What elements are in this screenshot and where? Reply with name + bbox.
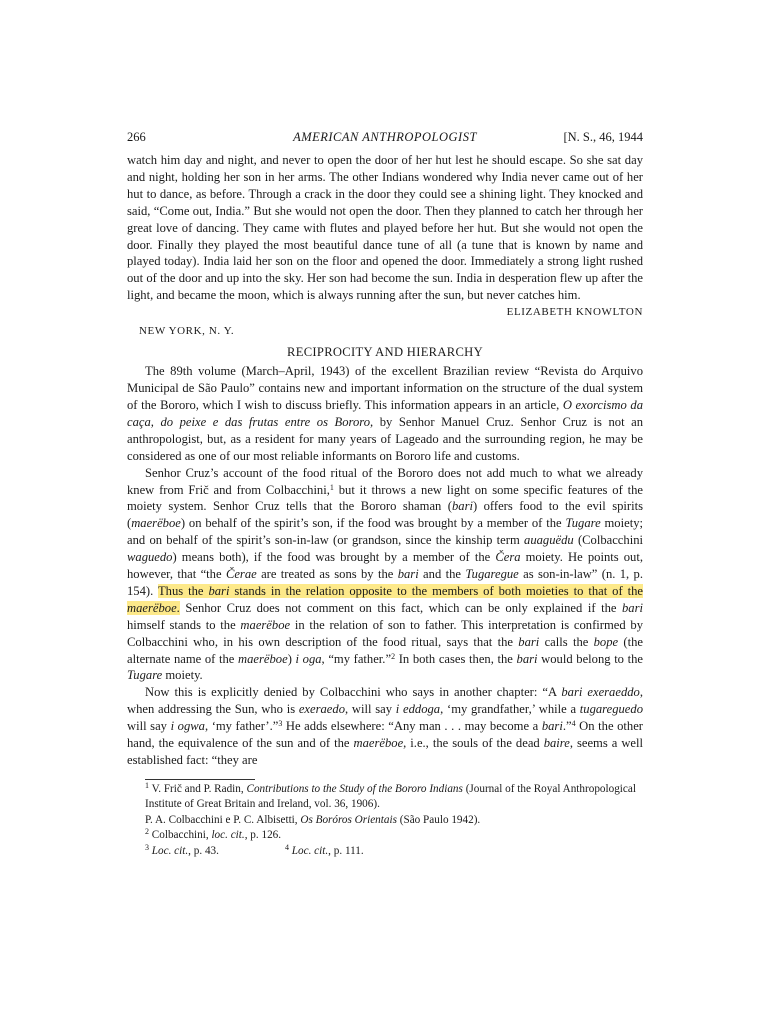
footnotes-3-4	[127, 844, 643, 860]
running-head	[127, 130, 643, 152]
footnote-ref-3[interactable]: 3	[278, 719, 283, 729]
footnote-ref-4[interactable]: 4	[571, 719, 576, 729]
article-paragraph-1: The 89th volume (March–April, 1943) of the excellent Brazilian review “Revista do Arquivo Municipal de São Paulo” contains new and important information on the structure of the dual system of the Bororo, which I wish to discuss briefly. This information appears in an article, O exorcismo da caça, do peixe e das frutas entre os Bororo, by Senhor Manuel Cruz. Senhor Cruz is not an anthropologist, but, as a resident for many years of Lageado and the surrounding region, he may be considered as one of our most reliable informants on Bororo life and customs.	[127, 364, 643, 463]
footnote-2: $^2$ Colbacchini, loc. cit., p. 126.	[145, 827, 282, 842]
author-signature: ELIZABETH KNOWLTON	[506, 306, 643, 319]
footnote-1-continued: P. A. Colbacchini e P. C. Albisetti, Os Boróros Orientais (São Paulo 1942).	[145, 813, 481, 826]
footnote-1: $^1$ V. Frič and P. Radin, Contributions to the Study of the Bororo Indians (Journal of the Royal Anthropological Institute of Great Britain and Ireland, vol. 36, 1906).	[145, 780, 636, 811]
footnote-4: $^4$ Loc. cit., p. 111.	[285, 842, 364, 857]
footnotes	[127, 782, 643, 860]
article-paragraph-3: Now this is explicitly denied by Colbacchini who says in another chapter: “A bari exeraeddo, when addressing the Sun, who is exeraedo, will say i eddoga, ‘my grandfather,’ while a tugareguedo will say i ogwa, ‘my father’.”$^3$ He adds elsewhere: “Any man . . . may become a bari.”$^4$ On the other hand, the equivalence of the sun and of the maerëboe, i.e., the souls of the dead baire, seems a well established fact: “they are	[127, 685, 643, 767]
issue-info: [N. S., 46, 1944	[563, 130, 643, 144]
footnote-ref-2[interactable]: 2	[391, 651, 396, 661]
highlighted-sentence[interactable]: Thus the bari stands in the relation opposite to the members of both moieties to that of the maerëboe.	[127, 583, 644, 615]
story-paragraph: watch him day and night, and never to open the door of her hut lest he should escape. So she sat day and night, holding her son in her arms. The other Indians wondered why India never came out of her hut to dance, as before. Through a crack in the door they could see a shining light. They knocked and said, “Come out, India.” But she would not open the door. Then they planned to catch her through her great love of dancing. They came with flutes and played before her hut. But she would not open the door. Finally they played the most beautiful dance tune of all (a tune that is known by name and played today). India laid her son on the floor and opened the door. Immediately a strong light rushed out of the door and up into the sky. Her son had become the sun. India in desperation flew up after the light, and became the moon, which is always running after the sun, but never catches him.	[127, 153, 643, 303]
journal-page	[127, 130, 643, 859]
author-place: NEW YORK, N. Y.	[139, 325, 235, 338]
journal-title: AMERICAN ANTHROPOLOGIST	[293, 130, 477, 144]
footnote-ref-1[interactable]: 1	[329, 482, 334, 492]
body-text	[127, 152, 643, 769]
footnote-rule	[145, 779, 255, 780]
footnote-3: $^3$ Loc. cit., p. 43.	[145, 842, 219, 857]
article-paragraph-2: Senhor Cruz’s account of the food ritual of the Bororo does not add much to what we already knew from Frič and from Colbacchini,$^1$ but it throws a new light on some specific features of the moiety system. Senhor Cruz tells that the Bororo shaman (bari) offers food to the evil spirits (maerëboe) on behalf of the spirit’s son, if the food was brought by a member of the Tugare moiety; and on behalf of the spirit’s son-in-law (or grandson, since the kinship term auaguëdu (Colbacchini waguedo) means both), if the food was brought by a member of the Čera moiety. He points out, however, that “the Čerae are treated as sons by the bari and the Tugaregue as son-in-law” (n. 1, p. 154). Thus the bari stands in the relation opposite to the members of both moieties to that of the maerëboe. Senhor Cruz does not comment on this fact, which can be only explained if the bari himself stands to the maerëboe in the relation of son to father. This interpretation is confirmed by Colbacchini who, in his own description of the food ritual, says that the bari calls the bope (the alternate name of the maerëboe) i oga, “my father.”$^2$ In both cases then, the bari would belong to the Tugare moiety.	[127, 465, 644, 683]
article-title: RECIPROCITY AND HIERARCHY	[287, 345, 483, 360]
page-number: 266	[127, 130, 146, 144]
